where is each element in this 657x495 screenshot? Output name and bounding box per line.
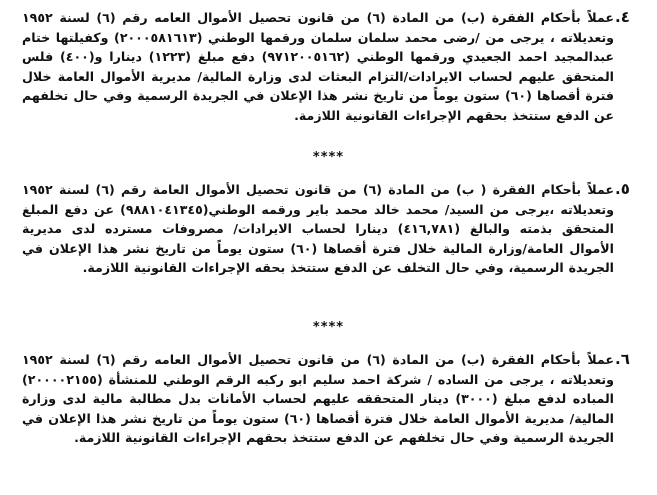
- notice-5-text: عملاً بأحكام الفقرة ( ب) من المادة (٦) من قانون تحصيل الأموال العامة رقم (٦) لسنة ١٩٥٢ وتعديلاته ،يرجى من السيد/ محمد خالد محمد باير ورقمه الوطني(٩٨٨١٠٤١٣٤٥) عن دفع المبلغ المتحقق بذمته والبالغ (٤١٦,٧٨١) دينارا لحساب الايرادات/ مصروفات مسترده لدى مديرية الأموال العامة/وزارة المالية خلال فترة أقصاها (٦٠) ستون يوماً من تاريخ نشر هذا الإعلان في الجريدة الرسمية، وفي حال التخلف عن الدفع ستتخذ بحقه الإجراءات القانونية اللازمة.: [22, 182, 614, 276]
- notice-6-text: عملاً بأحكام الفقرة (ب) من المادة (٦) من قانون تحصيل الأموال العامه رقم (٦) لسنة ١٩٥٢ وتعديلاته ، يرجى من الساده / شركة احمد سليم ابو ركبه الرقم الوطني للمنشأة (٢٠٠٠٠٢١٥٥) المباده لدفع مبلغ (٣٠٠٠) دينار المتحققه عليهم لحساب الأمانات بدل مطالبة مالية لدى وزارة المالية/ مديرية الأموال العامة خلال فترة أقصاها (٦٠) ستون يوماً من تاريخ نشر هذا الإعلان في الجريدة الرسمية وفي حال تخلفهم عن الدفع ستتخذ بحقهم الإجراءات القانونية اللازمة.: [22, 352, 615, 446]
- notice-4-text: عملاً بأحكام الفقرة (ب) من المادة (٦) من قانون تحصيل الأموال العامه رقم (٦) لسنة ١٩٥٢ وتعديلاته ، يرجى من /رضى محمد سلمان سلمان ورقمها الوطني (٢٠٠٠٥٨١٦١٣) وكفيلتها ختام عبدالمجيد احمد الجعيدي ورقمها الوطني (٩٧١٢٠٠٥١٦٢) دفع مبلغ (١٢٢٣) دينارا و(٤٠٠) فلس المتحقق عليهم لحساب الايرادات/التزام البعثات لدى وزارة المالية/ مديرية الأموال العامة خلال فترة أقصاها (٦٠) ستون يوماً من تاريخ نشر هذا الإعلان في الجريدة الرسمية وفي حال تخلفهم عن الدفع ستتخذ بحقهم الإجراءات القانونية اللازمة.: [22, 10, 615, 123]
- notice-number-6: .٦: [615, 350, 630, 368]
- separator-2: ****: [312, 320, 345, 335]
- notice-number-4: .٤: [615, 8, 630, 26]
- notice-number-5: .٥: [615, 180, 630, 198]
- separator-1: ****: [312, 150, 345, 165]
